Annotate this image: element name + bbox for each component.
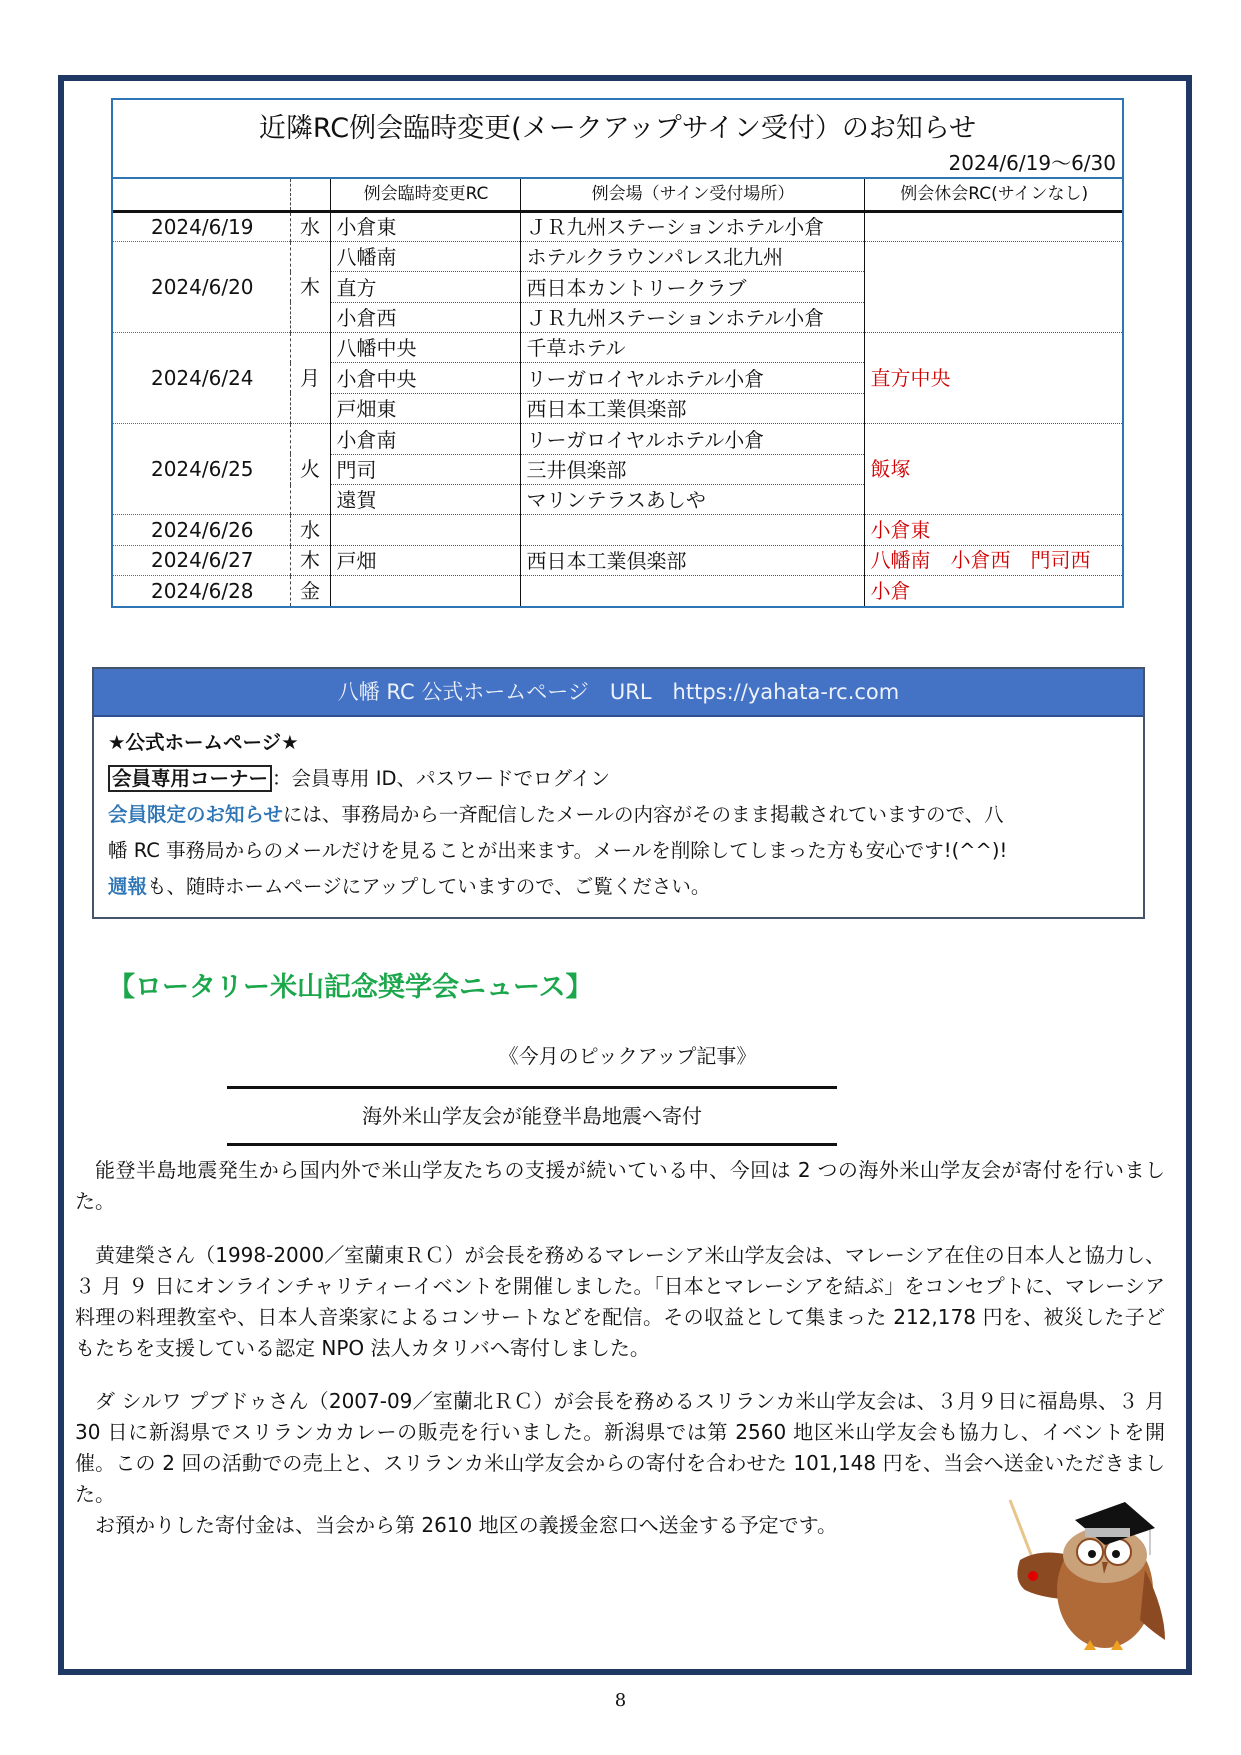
venue-cell: 西日本工業倶楽部 (520, 393, 864, 423)
member-corner-desc: ：会員専用 ID、パスワードでログイン (272, 767, 611, 790)
header-venue: 例会場（サイン受付場所） (520, 179, 864, 211)
venue-cell: 西日本カントリークラブ (520, 272, 864, 302)
venue-cell: マリンテラスあしや (520, 485, 864, 515)
schedule-row (113, 424, 1122, 454)
weekly-report-link[interactable]: 週報 (108, 875, 148, 898)
news-section-title: 【ロータリー米山記念奨学会ニュース】 (108, 972, 593, 1003)
weekday-cell: 木 (290, 241, 330, 332)
article-headline: 海外米山学友会が能登半島地震へ寄付 (362, 1104, 702, 1128)
header-date (113, 179, 290, 211)
changed-rc-cell: 戸畑 (330, 545, 520, 575)
changed-rc-cell: 門司 (330, 454, 520, 484)
member-corner-line (108, 761, 1143, 797)
venue-cell: 三井倶楽部 (520, 454, 864, 484)
date-cell: 2024/6/20 (113, 241, 290, 332)
schedule-row (113, 515, 1122, 545)
notice-text-1: には、事務局から一斉配信したメールの内容がそのまま掲載されていますので、八 (282, 803, 1004, 826)
venue-cell (520, 515, 864, 545)
article-paragraph-4: お預かりした寄付金は、当会から第 2610 地区の義援金窓口へ送金する予定です。 (95, 1513, 838, 1537)
article-paragraph-3: ダ シルワ プブドゥさん（2007-09／室蘭北ＲＣ）が会長を務めるスリランカ米山学友会は、３月９日に福島県、３ 月 30 日に新潟県でスリランカカレーの販売を行いました。新潟県では第 2560 地区米山学友会も協力し、イベントを開催。この 2 回の活動での売上と、スリランカ米山学友会からの寄付を合わせた 101,148 円を、当会へ送金いただきました。 (75, 1389, 1165, 1506)
changed-rc-cell: 遠賀 (330, 485, 520, 515)
date-cell: 2024/6/28 (113, 576, 290, 606)
homepage-body (94, 717, 1143, 905)
header-day (290, 179, 330, 211)
schedule-row (113, 576, 1122, 606)
weekly-line (108, 869, 1143, 905)
pickup-label: 《今月のピックアップ記事》 (498, 1044, 757, 1068)
venue-cell: ＪＲ九州ステーションホテル小倉 (520, 302, 864, 332)
header-closed-rc: 例会休会RC(サインなし) (864, 179, 1122, 211)
homepage-url-header[interactable]: 八幡 RC 公式ホームページ URL https://yahata-rc.com (94, 669, 1143, 717)
closed-rc-cell: 小倉 (870, 579, 911, 604)
schedule-body (113, 211, 1122, 606)
member-corner-label[interactable]: 会員専用コーナー (108, 765, 272, 792)
weekday-cell: 金 (290, 576, 330, 606)
changed-rc-cell: 小倉南 (330, 424, 520, 454)
weekday-cell: 水 (290, 211, 330, 241)
changed-rc-cell: 小倉東 (330, 211, 520, 241)
schedule-grid (113, 179, 1122, 606)
article-paragraph-2: 黄建榮さん（1998-2000／室蘭東ＲＣ）が会長を務めるマレーシア米山学友会は、マレーシア在住の日本人と協力し、３ 月 ９ 日にオンラインチャリティーイベントを開催しました。「日本とマレーシアを結ぶ」をコンセプトに、マレーシア料理の料理教室や、日本人音楽家によるコンサートなどを配信。その収益として集まった 212,178 円を、被災した子どもたちを支援している認定 NPO 法人カタリバへ寄付しました。 (75, 1243, 1165, 1360)
changed-rc-cell (330, 515, 520, 545)
closed-rc-cell: 八幡南 小倉西 門司西 (864, 545, 1122, 575)
weekly-text: も、随時ホームページにアップしていますので、ご覧ください。 (147, 875, 711, 898)
venue-cell: リーガロイヤルホテル小倉 (520, 363, 864, 393)
changed-rc-cell: 戸畑東 (330, 393, 520, 423)
venue-cell: 千草ホテル (520, 333, 864, 363)
article-paragraph-1: 能登半島地震発生から国内外で米山学友たちの支援が続いている中、今回は 2 つの海外米山学友会が寄付を行いました。 (75, 1158, 1165, 1213)
headline-bottom-rule (227, 1143, 837, 1146)
changed-rc-cell: 直方 (330, 272, 520, 302)
page-number: 8 (614, 1690, 627, 1711)
notice-line-1 (108, 797, 1143, 833)
date-cell: 2024/6/19 (113, 211, 290, 241)
weekday-cell: 月 (290, 333, 330, 424)
closed-rc-cell: 飯塚 (864, 424, 1122, 515)
venue-cell: 西日本工業倶楽部 (520, 545, 864, 575)
schedule-row (113, 241, 1122, 271)
closed-rc-cell: 小倉東 (864, 515, 1122, 545)
changed-rc-cell: 八幡南 (330, 241, 520, 271)
date-cell: 2024/6/27 (113, 545, 290, 575)
changed-rc-cell (330, 576, 520, 606)
member-notice-link[interactable]: 会員限定のお知らせ (108, 803, 283, 826)
schedule-period: 2024/6/19～6/30 (948, 151, 1116, 175)
date-cell: 2024/6/25 (113, 424, 290, 515)
changed-rc-cell: 小倉西 (330, 302, 520, 332)
schedule-title-area (113, 100, 1122, 179)
header-changed-rc: 例会臨時変更RC (330, 179, 520, 211)
schedule-row (113, 545, 1122, 575)
schedule-title: 近隣RC例会臨時変更(メークアップサイン受付）のお知らせ (258, 113, 977, 144)
venue-cell: ＪＲ九州ステーションホテル小倉 (520, 211, 864, 241)
homepage-star-title: ★公式ホームページ★ (108, 731, 299, 754)
notice-line-2: 幡 RC 事務局からのメールだけを見ることが出来ます。メールを削除してしまった方も安心です!(^^)! (108, 839, 1008, 862)
weekday-cell: 水 (290, 515, 330, 545)
closed-rc-cell (864, 211, 1122, 241)
closed-rc-cell (864, 241, 1122, 332)
weekday-cell: 火 (290, 424, 330, 515)
schedule-row (113, 333, 1122, 363)
date-cell: 2024/6/24 (113, 333, 290, 424)
closed-rc-cell: 直方中央 (864, 333, 1122, 424)
weekday-cell: 木 (290, 545, 330, 575)
date-cell: 2024/6/26 (113, 515, 290, 545)
headline-top-rule (227, 1086, 837, 1089)
changed-rc-cell: 八幡中央 (330, 333, 520, 363)
schedule-header-row (113, 179, 1122, 211)
schedule-row (113, 211, 1122, 241)
homepage-box (92, 667, 1145, 919)
venue-cell (520, 576, 864, 606)
changed-rc-cell: 小倉中央 (330, 363, 520, 393)
owl-professor-illustration (1005, 1490, 1170, 1660)
venue-cell: リーガロイヤルホテル小倉 (520, 424, 864, 454)
venue-cell: ホテルクラウンパレス北九州 (520, 241, 864, 271)
schedule-table (111, 98, 1124, 608)
